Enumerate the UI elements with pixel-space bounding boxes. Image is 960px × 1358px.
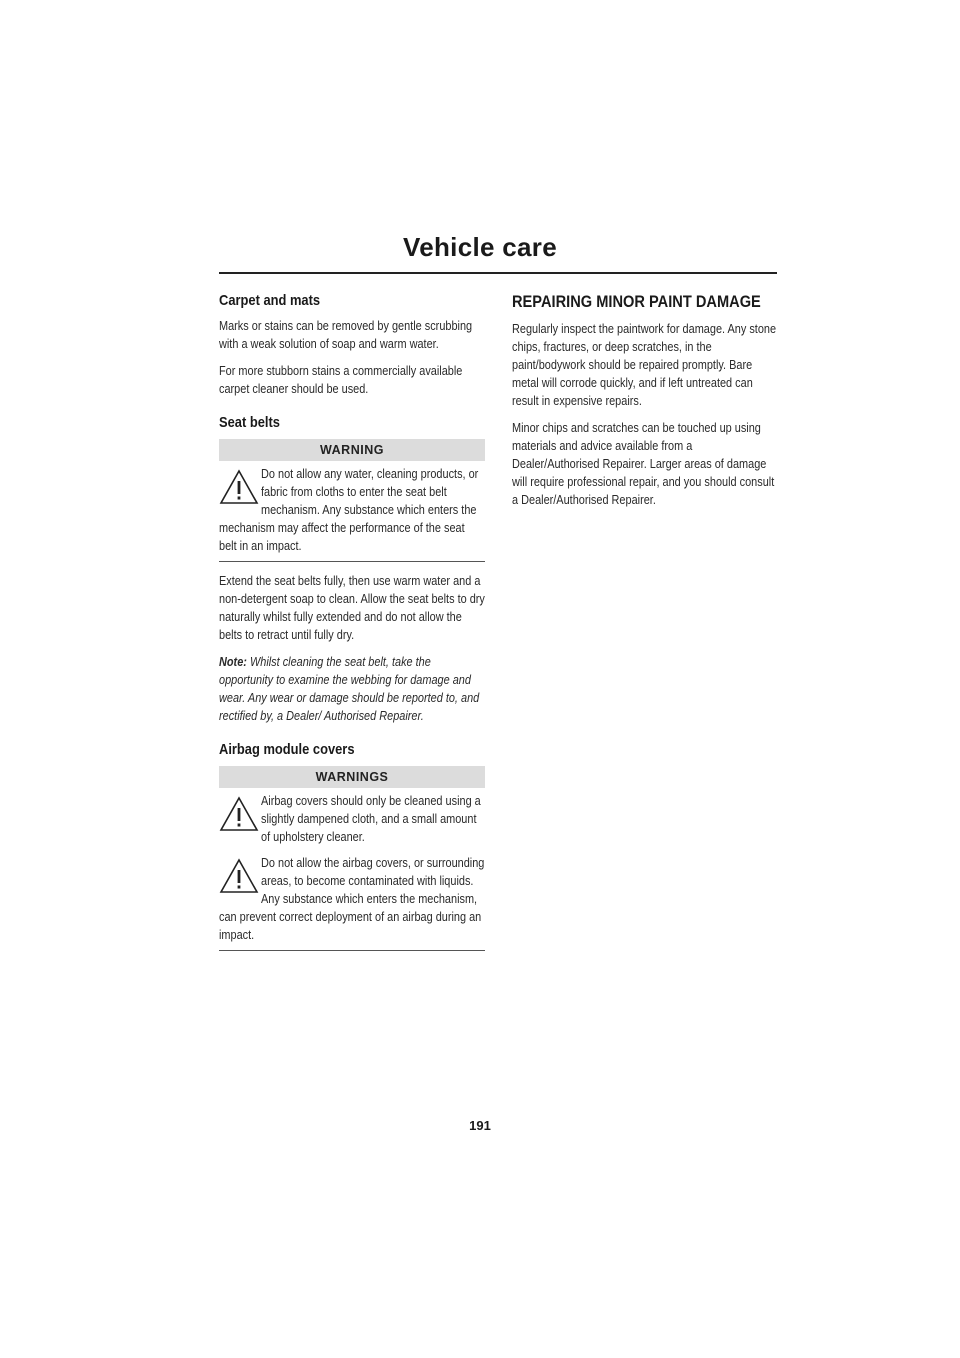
page-title: Vehicle care	[403, 232, 557, 262]
seatbelt-note	[219, 653, 485, 725]
warning-item-2: Do not allow the airbag covers, or surrounding areas, to become contaminated with liquids. Any substance which enters the mechanism, can prevent correct deployment of an airbag during an impact.	[219, 855, 485, 942]
carpet-paragraph-1: Marks or stains can be removed by gentle scrubbing with a weak solution of soap and warm water.	[219, 318, 473, 351]
paint-paragraph-1: Regularly inspect the paintwork for damage. Any stone chips, fractures, or deep scratches, in the paint/bodywork should be repaired promptly. Bare metal will corrode quickly, and if left untreated can result in expensive repairs.	[512, 321, 777, 408]
seatbelts-heading: Seat belts	[219, 414, 280, 431]
page-number: 191	[469, 1118, 491, 1133]
warning-label: WARNING	[219, 439, 485, 461]
airbag-heading: Airbag module covers	[219, 741, 355, 758]
carpet-paragraph-2: For more stubborn stains a commercially available carpet cleaner should be used.	[219, 363, 463, 396]
airbag-warning-box	[219, 766, 485, 951]
left-column	[219, 292, 485, 961]
right-column	[512, 292, 778, 518]
warning-item: Do not allow any water, cleaning products, or fabric from cloths to enter the seat belt mechanism. Any substance which enters the mechanism may affect the performance of the seat belt in an impact.	[219, 466, 479, 553]
paint-paragraph-2: Minor chips and scratches can be touched up using materials and advice available from a Dealer/Authorised Repairer. Larger areas of damage will require professional repair, and you should consult a Dealer/Authorised Repairer.	[512, 420, 775, 507]
note-label: Note:	[219, 654, 247, 669]
paint-damage-heading: REPAIRING MINOR PAINT DAMAGE	[512, 292, 761, 311]
seatbelt-warning-box	[219, 439, 485, 562]
title-rule	[219, 272, 777, 274]
warnings-label: WARNINGS	[219, 766, 485, 788]
note-text: Whilst cleaning the seat belt, take the opportunity to examine the webbing for damage and wear. Any wear or damage should be reported to, and rectified by, a Dealer/ Authorised Repairer.	[219, 654, 480, 723]
carpet-heading: Carpet and mats	[219, 292, 321, 309]
warning-item-1: Airbag covers should only be cleaned using a slightly dampened cloth, and a small amount of upholstery cleaner.	[219, 792, 485, 846]
seatbelts-paragraph-1: Extend the seat belts fully, then use warm water and a non-detergent soap to clean. Allow the seat belts to dry naturally whilst fully extended and do not allow the belts to retract until fully dry.	[219, 573, 485, 642]
